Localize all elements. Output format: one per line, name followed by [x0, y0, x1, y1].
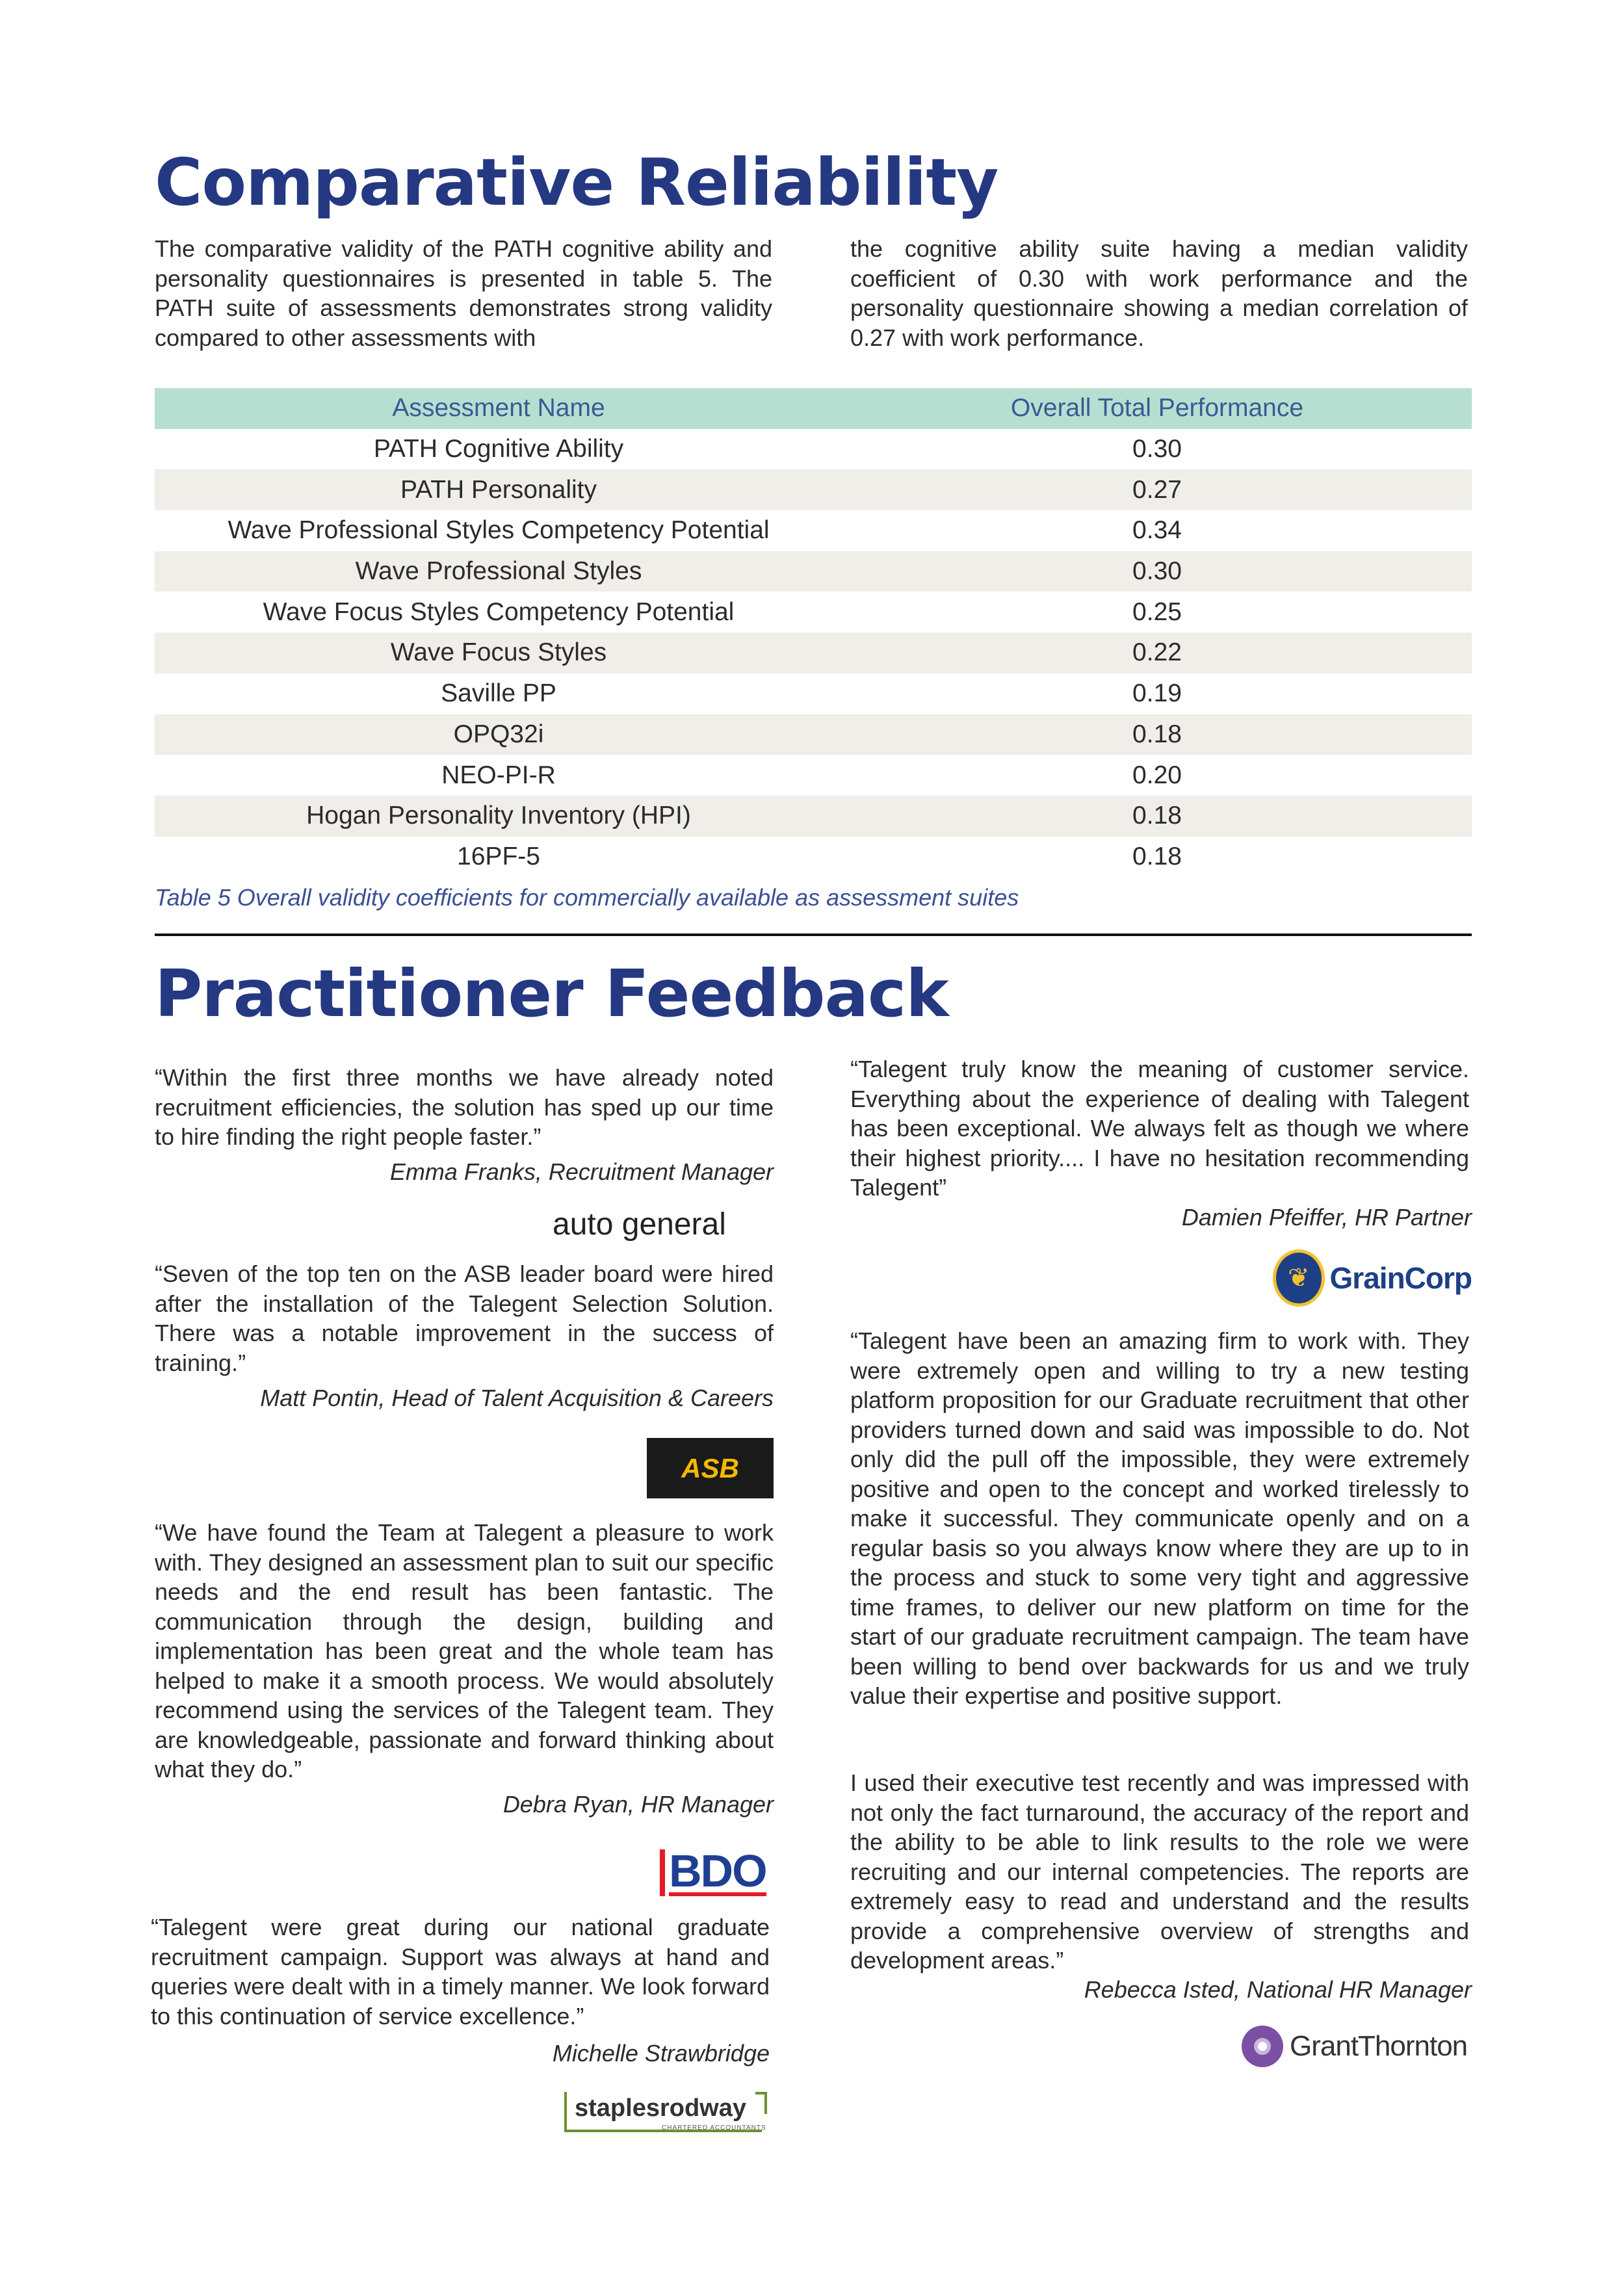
testimonial-author: Michelle Strawbridge	[552, 2040, 770, 2067]
testimonial-quote: “We have found the Team at Talegent a pleasure to work with. They designed an assessment plan to suit our specific needs and the end result has been fantastic. The communication through the design, building and implementation has been great and the whole team has helped to make it a smooth process. We would absolutely recommend using the services of the Talegent team. They are knowledgeable, passionate and forward thinking about what they do.”	[155, 1519, 774, 1782]
performance-value: 0.34	[1132, 516, 1182, 545]
performance-value: 0.19	[1132, 679, 1182, 708]
section-title-practitioner-feedback: Practitioner Feedback	[155, 956, 948, 1032]
performance-value: 0.18	[1132, 802, 1182, 830]
graincorp-logo-text: GrainCorp	[1329, 1261, 1472, 1295]
performance-value: 0.30	[1132, 435, 1182, 463]
grant-thornton-ring-icon	[1242, 2026, 1283, 2067]
graincorp-logo	[1273, 1247, 1472, 1309]
testimonial-author: Rebecca Isted, National HR Manager	[1084, 1976, 1472, 2003]
testimonial-author: Debra Ryan, HR Manager	[502, 1791, 774, 1818]
column-header-assessment: Assessment Name	[392, 394, 605, 423]
testimonial-author: Emma Franks, Recruitment Manager	[389, 1158, 774, 1185]
logo-frame-corner	[755, 2092, 767, 2114]
assessment-name: Hogan Personality Inventory (HPI)	[306, 802, 691, 830]
bdo-logo	[660, 1846, 774, 1899]
testimonial-quote: “Seven of the top ten on the ASB leader board were hired after the installation of the Talegent Selection Solution. There was a notable improvement in the success of training.”	[155, 1260, 774, 1376]
assessment-name: Saville PP	[441, 679, 556, 708]
section-title-comparative-reliability: Comparative Reliability	[155, 144, 998, 220]
table-row	[155, 592, 1472, 633]
assessment-name: NEO-PI-R	[441, 761, 556, 789]
assessment-name: PATH Personality	[400, 475, 597, 504]
performance-value: 0.30	[1132, 557, 1182, 586]
asb-logo: ASB	[647, 1438, 774, 1498]
autogeneral-logo	[553, 1201, 774, 1247]
testimonial-author: Matt Pontin, Head of Talent Acquisition & Careers	[260, 1385, 774, 1411]
bdo-bar-mark	[660, 1849, 665, 1896]
table-row	[155, 714, 1472, 755]
autogeneral-logo-text: auto general	[553, 1207, 726, 1242]
table-row	[155, 469, 1472, 510]
validity-table	[155, 388, 1472, 877]
assessment-name: Wave Professional Styles Competency Potential	[228, 516, 770, 545]
performance-value: 0.20	[1132, 761, 1182, 789]
performance-value: 0.18	[1132, 720, 1182, 748]
staples-rodway-logo-text: staplesrodway	[575, 2094, 746, 2122]
table-row	[155, 510, 1472, 551]
section-divider	[155, 933, 1472, 936]
assessment-name: Wave Professional Styles	[355, 557, 642, 586]
performance-value: 0.22	[1132, 638, 1182, 667]
staples-rodway-logo	[564, 2092, 767, 2137]
column-header-performance: Overall Total Performance	[1010, 394, 1304, 423]
assessment-name: OPQ32i	[453, 720, 544, 748]
wheat-emblem-icon: ❦	[1273, 1249, 1325, 1307]
intro-paragraph-left: The comparative validity of the PATH cognitive ability and personality questionnaires is presented in table 5. The PATH suite of assessments demonstrates strong validity compared to other assessments with	[155, 235, 772, 351]
intro-paragraph-right: the cognitive ability suite having a median validity coefficient of 0.30 with work performance and the personality questionnaire showing a median correlation of 0.27 with work performance.	[850, 235, 1468, 351]
table-row	[155, 633, 1472, 673]
grant-thornton-logo-text: GrantThornton	[1290, 2030, 1468, 2062]
assessment-name: PATH Cognitive Ability	[373, 435, 624, 463]
testimonial-quote: “Talegent truly know the meaning of customer service. Everything about the experience of dealing with Talegent has been exceptional. We always felt as though we where their highest priority.... I have no hesitation recommending Talegent”	[850, 1056, 1469, 1201]
table-row	[155, 673, 1472, 714]
testimonial-quote: “Within the first three months we have already noted recruitment efficiencies, the solution has sped up our time to hire finding the right people faster.”	[155, 1064, 774, 1150]
table-row	[155, 551, 1472, 592]
table-header-row	[155, 388, 1472, 429]
testimonial-quote: “Talegent were great during our national graduate recruitment campaign. Support was always at hand and queries were dealt with in a timely manner. We look forward to this continuation of service excellence.”	[151, 1914, 770, 2029]
testimonial-quote-continued: I used their executive test recently and was impressed with not only the fact turnaround, the accuracy of the report and the ability to be able to link results to the role we were recruiting and our internal competencies. The reports are extremely easy to read and understand and the results provide a comprehensive overview of strengths and development areas.”	[850, 1769, 1469, 1974]
testimonial-quote: “Talegent have been an amazing firm to work with. They were extremely open and willing to try a new testing platform proposition for our Graduate recruitment that other providers turned down and said was impossible to do. Not only did the pull off the impossible, they were extremely positive and open to the concept and worked tirelessly to make it successful. They communicate openly and on a regular basis so you always know where they are up to in the process and stuck to some very tight and aggressive time frames, to deliver our new platform on time for the start of our graduate recruitment campaign. The team have been willing to bend over backwards for us and we truly value their expertise and positive support.	[850, 1327, 1469, 1709]
table-row	[155, 755, 1472, 796]
staples-rodway-logo-subtitle: CHARTERED ACCOUNTANTS	[662, 2124, 766, 2132]
grant-thornton-logo	[1242, 2023, 1473, 2070]
performance-value: 0.25	[1132, 597, 1182, 626]
assessment-name: Wave Focus Styles	[390, 638, 607, 667]
table-row	[155, 837, 1472, 878]
assessment-name: Wave Focus Styles Competency Potential	[263, 597, 735, 626]
testimonial-author: Damien Pfeiffer, HR Partner	[1181, 1204, 1472, 1231]
performance-value: 0.27	[1132, 475, 1182, 504]
table-row	[155, 796, 1472, 837]
assessment-name: 16PF-5	[457, 842, 540, 870]
table-caption: Table 5 Overall validity coefficients for commercially available as assessment suites	[155, 884, 1019, 911]
table-row	[155, 429, 1472, 470]
performance-value: 0.18	[1132, 842, 1182, 870]
bdo-logo-text: BDO	[669, 1846, 766, 1896]
